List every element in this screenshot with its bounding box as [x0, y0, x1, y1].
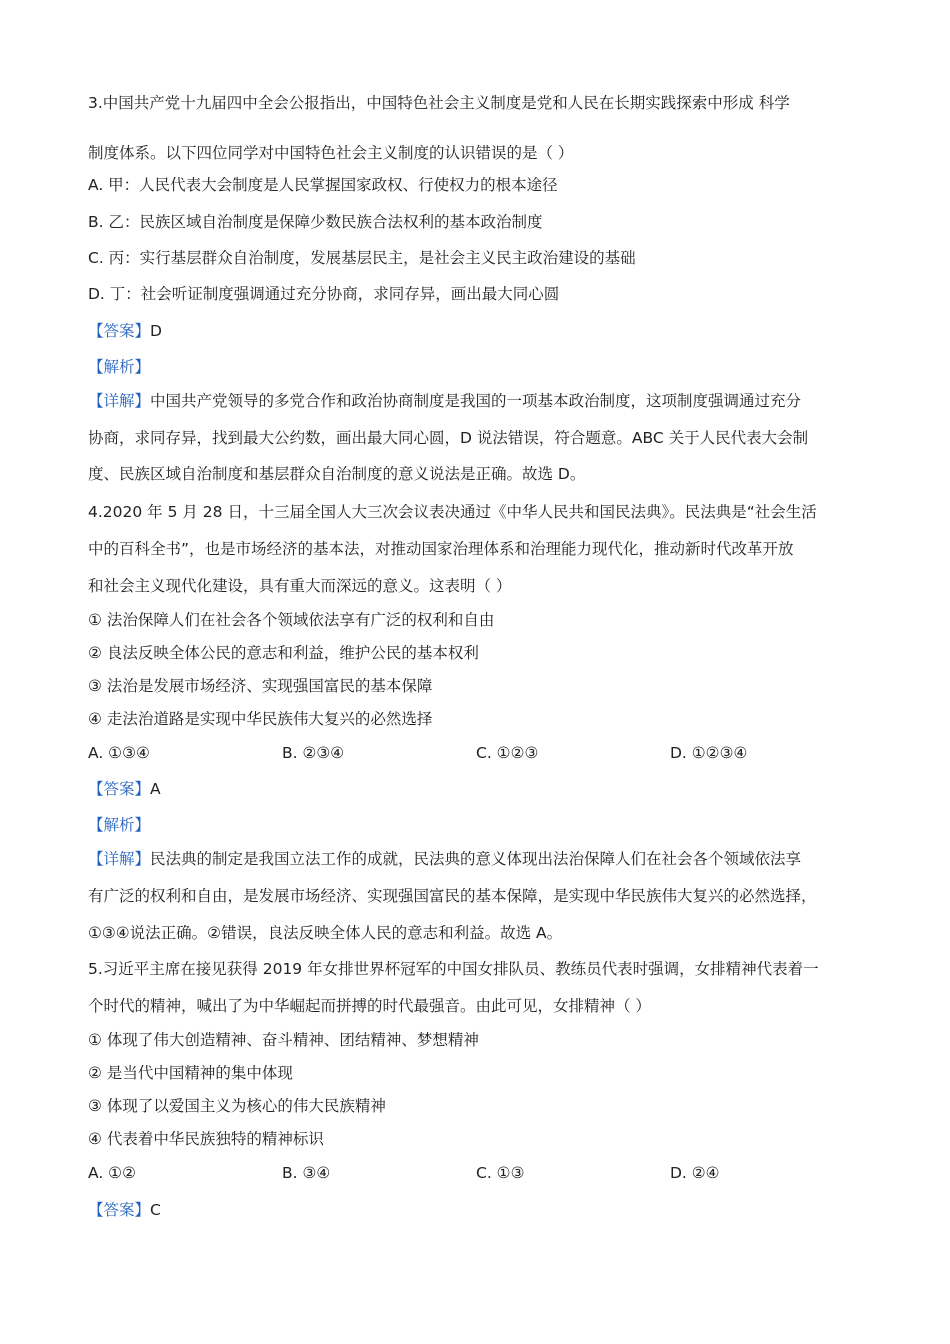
q4-analysis-tag: 【解析】	[88, 816, 151, 834]
q4-item-3: ③ 法治是发展市场经济、实现强国富民的基本保障	[88, 677, 433, 695]
q3-analysis-tag: 【解析】	[88, 358, 151, 376]
q3-answer	[88, 320, 162, 342]
q4-choice-b: B. ②③④	[282, 744, 345, 762]
q4-choice-c: C. ①②③	[476, 744, 539, 762]
answer-value: D	[150, 322, 162, 340]
q4-item-1: ① 法治保障人们在社会各个领域依法享有广泛的权利和自由	[88, 611, 495, 629]
q4-detail-line-1	[88, 848, 801, 870]
q4-item-2: ② 良法反映全体公民的意志和利益，维护公民的基本权利	[88, 644, 479, 662]
q5-choice-a: A. ①②	[88, 1164, 136, 1182]
q4-detail-line-3: ①③④说法正确。②错误，良法反映全体人民的意志和利益。故选 A。	[88, 924, 563, 942]
answer-tag: 【答案】	[88, 322, 151, 340]
answer-tag: 【答案】	[88, 780, 151, 798]
q5-answer	[88, 1199, 161, 1221]
answer-value: A	[150, 780, 161, 798]
q3-detail-line-2: 协商，求同存异，找到最大公约数，画出最大同心圆，D 说法错误，符合题意。ABC 关于人民代表大会制	[88, 429, 809, 447]
q3-option-b: B. 乙：民族区域自治制度是保障少数民族合法权利的基本政治制度	[88, 213, 543, 231]
q4-item-4: ④ 走法治道路是实现中华民族伟大复兴的必然选择	[88, 710, 433, 728]
q4-stem-line-2: 中的百科全书”，也是市场经济的基本法，对推动国家治理体系和治理能力现代化，推动新时代改革开放	[88, 540, 794, 558]
q5-choice-d: D. ②④	[670, 1164, 720, 1182]
answer-value: C	[150, 1201, 161, 1219]
q3-stem-line-1: 3.中国共产党十九届四中全会公报指出，中国特色社会主义制度是党和人民在长期实践探索中形成 科学	[88, 94, 790, 112]
q3-detail-line-3: 度、民族区域自治制度和基层群众自治制度的意义说法是正确。故选 D。	[88, 465, 586, 483]
q4-choice-a: A. ①③④	[88, 744, 150, 762]
detail-tag: 【详解】	[88, 392, 151, 410]
q3-option-c: C. 丙：实行基层群众自治制度，发展基层民主，是社会主义民主政治建设的基础	[88, 249, 636, 267]
q3-option-d: D. 丁：社会听证制度强调通过充分协商，求同存异，画出最大同心圆	[88, 285, 560, 303]
detail-tag: 【详解】	[88, 850, 151, 868]
q5-choice-b: B. ③④	[282, 1164, 331, 1182]
q5-item-3: ③ 体现了以爱国主义为核心的伟大民族精神	[88, 1097, 386, 1115]
q5-item-2: ② 是当代中国精神的集中体现	[88, 1064, 293, 1082]
q5-item-4: ④ 代表着中华民族独特的精神标识	[88, 1130, 324, 1148]
detail-text: 民法典的制定是我国立法工作的成就，民法典的意义体现出法治保障人们在社会各个领域依法享	[150, 850, 802, 868]
q4-answer	[88, 778, 161, 800]
detail-text: 中国共产党领导的多党合作和政治协商制度是我国的一项基本政治制度，这项制度强调通过充分	[150, 392, 802, 410]
q3-detail-line-1	[88, 390, 801, 412]
q4-choice-d: D. ①②③④	[670, 744, 748, 762]
q5-choice-c: C. ①③	[476, 1164, 525, 1182]
answer-tag: 【答案】	[88, 1201, 151, 1219]
q5-item-1: ① 体现了伟大创造精神、奋斗精神、团结精神、梦想精神	[88, 1031, 479, 1049]
q3-stem-line-2: 制度体系。以下四位同学对中国特色社会主义制度的认识错误的是（ ）	[88, 144, 574, 162]
q3-option-a: A. 甲：人民代表大会制度是人民掌握国家政权、行使权力的根本途径	[88, 176, 558, 194]
q5-stem-line-2: 个时代的精神，喊出了为中华崛起而拼搏的时代最强音。由此可见，女排精神（ ）	[88, 997, 651, 1015]
q5-stem-line-1: 5.习近平主席在接见获得 2019 年女排世界杯冠军的中国女排队员、教练员代表时强调，女排精神代表着一	[88, 960, 819, 978]
q4-stem-line-3: 和社会主义现代化建设，具有重大而深远的意义。这表明（ ）	[88, 577, 512, 595]
q4-detail-line-2: 有广泛的权利和自由，是发展市场经济、实现强国富民的基本保障，是实现中华民族伟大复兴的必然选择，	[88, 887, 817, 905]
q4-stem-line-1: 4.2020 年 5 月 28 日，十三届全国人大三次会议表决通过《中华人民共和国民法典》。民法典是“社会生活	[88, 503, 817, 521]
